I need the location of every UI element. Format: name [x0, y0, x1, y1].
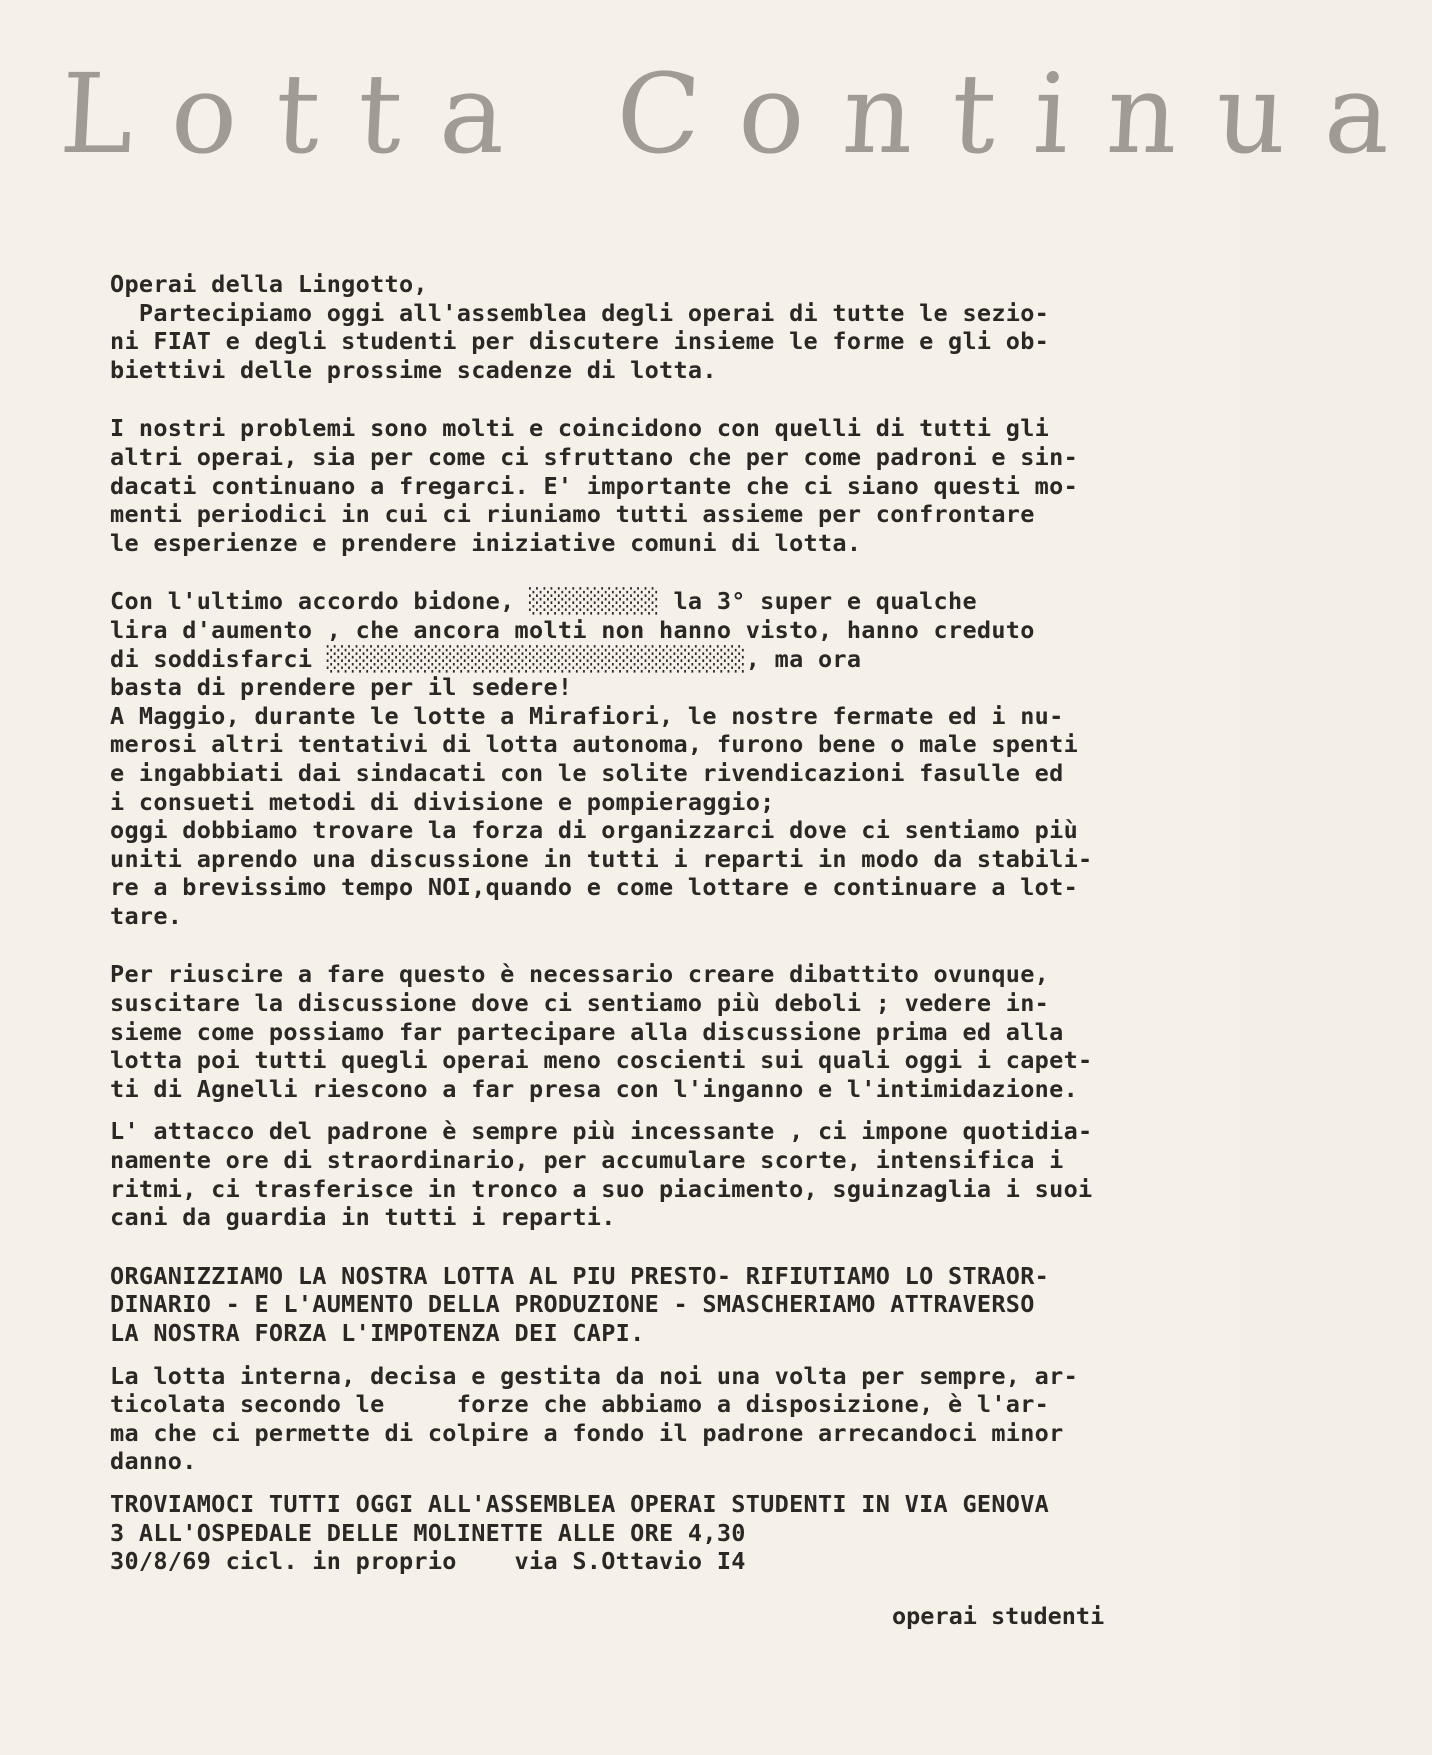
text-line: DINARIO - E L'AUMENTO DELLA PRODUZIONE - SMASCHERIAMO ATTRAVERSO [110, 1290, 1035, 1319]
signature: operai studenti [892, 1602, 1105, 1630]
text-line: re a brevissimo tempo NOI,quando e come lottare e continuare a lot- [110, 873, 1079, 902]
paragraph-greeting [110, 270, 1170, 384]
paragraph-lotta-interna [110, 1362, 1170, 1476]
text-line: ni FIAT e degli studenti per discutere insieme le forme e gli ob- [110, 327, 1050, 356]
text-line: 3 ALL'OSPEDALE DELLE MOLINETTE ALLE ORE 4,30 [110, 1518, 746, 1547]
text-line: L' attacco del padrone è sempre più incessante , ci impone quotidia- [110, 1117, 1093, 1146]
text-line: merosi altri tentativi di lotta autonoma, furono bene o male spenti [110, 730, 1079, 759]
leaflet-body [110, 270, 1170, 1576]
paragraph-slogan [110, 1262, 1170, 1348]
paragraph-attacco [110, 1117, 1170, 1231]
text-line: di soddisfarci ░░░░░░░░░░░░░░░░░░░░░░░░░░░░░, ma ora [110, 644, 862, 673]
text-line: dacati continuano a fregarci. E' importante che ci siano questi mo- [110, 471, 1079, 500]
text-line: ti di Agnelli riescono a far presa con l'inganno e l'intimidazione. [110, 1074, 1079, 1103]
text-line: oggi dobbiamo trovare la forza di organizzarci dove ci sentiamo più [110, 816, 1079, 845]
text-line: biettivi delle prossime scadenze di lotta. [110, 355, 717, 384]
text-line: basta di prendere per il sedere! [110, 673, 573, 702]
text-line: 30/8/69 cicl. in proprio via S.Ottavio I4 [110, 1547, 746, 1576]
text-line: Con l'ultimo accordo bidone, ░░░░░░░░░ la 3° super e qualche [110, 587, 977, 616]
paragraph-dibattito [110, 960, 1170, 1103]
text-line: sieme come possiamo far partecipare alla discussione prima ed alla [110, 1017, 1064, 1046]
text-line: lira d'aumento , che ancora molti non hanno visto, hanno creduto [110, 615, 1035, 644]
paragraph-problems [110, 414, 1170, 557]
text-line: tare. [110, 901, 183, 930]
text-line: ma che ci permette di colpire a fondo il padrone arrecandoci minor [110, 1418, 1064, 1447]
text-line: TROVIAMOCI TUTTI OGGI ALL'ASSEMBLEA OPERAI STUDENTI IN VIA GENOVA [110, 1489, 1050, 1518]
text-line: La lotta interna, decisa e gestita da noi una volta per sempre, ar- [110, 1361, 1079, 1390]
text-line: Per riuscire a fare questo è necessario creare dibattito ovunque, [110, 960, 1050, 989]
text-line: Partecipiamo oggi all'assemblea degli operai di tutte le sezio- [110, 298, 1050, 327]
text-line: danno. [110, 1447, 197, 1476]
text-line: ORGANIZZIAMO LA NOSTRA LOTTA AL PIU PRESTO- RIFIUTIAMO LO STRAOR- [110, 1261, 1050, 1290]
text-line: ticolata secondo le forze che abbiamo a disposizione, è l'ar- [110, 1390, 1050, 1419]
text-line: uniti aprendo una discussione in tutti i reparti in modo da stabili- [110, 844, 1093, 873]
paragraph-appuntamento [110, 1490, 1170, 1576]
text-line: suscitare la discussione dove ci sentiamo più deboli ; vedere in- [110, 989, 1050, 1018]
text-line: le esperienze e prendere iniziative comuni di lotta. [110, 528, 862, 557]
text-line: LA NOSTRA FORZA L'IMPOTENZA DEI CAPI. [110, 1319, 645, 1347]
text-line: lotta poi tutti quegli operai meno coscienti sui quali oggi i capet- [110, 1046, 1093, 1075]
text-line: I nostri problemi sono molti e coincidono con quelli di tutti gli [110, 414, 1050, 443]
text-line: Operai della Lingotto, [110, 270, 428, 298]
text-line: ritmi, ci trasferisce in tronco a suo piacimento, sguinzaglia i suoi [110, 1174, 1093, 1203]
text-line: altri operai, sia per come ci sfruttano che per come padroni e sin- [110, 442, 1079, 471]
handwritten-header: Lotta Continua [56, 50, 1432, 178]
text-line: A Maggio, durante le lotte a Mirafiori, le nostre fermate ed i nu- [110, 701, 1064, 730]
paragraph-accordo [110, 587, 1170, 930]
text-line: namente ore di straordinario, per accumulare scorte, intensifica i [110, 1146, 1064, 1175]
text-line: menti periodici in cui ci riuniamo tutti assieme per confrontare [110, 500, 1035, 529]
text-line: e ingabbiati dai sindacati con le solite rivendicazioni fasulle ed [110, 758, 1064, 787]
text-line: i consueti metodi di divisione e pompieraggio; [110, 787, 775, 816]
text-line: cani da guardia in tutti i reparti. [110, 1203, 616, 1232]
